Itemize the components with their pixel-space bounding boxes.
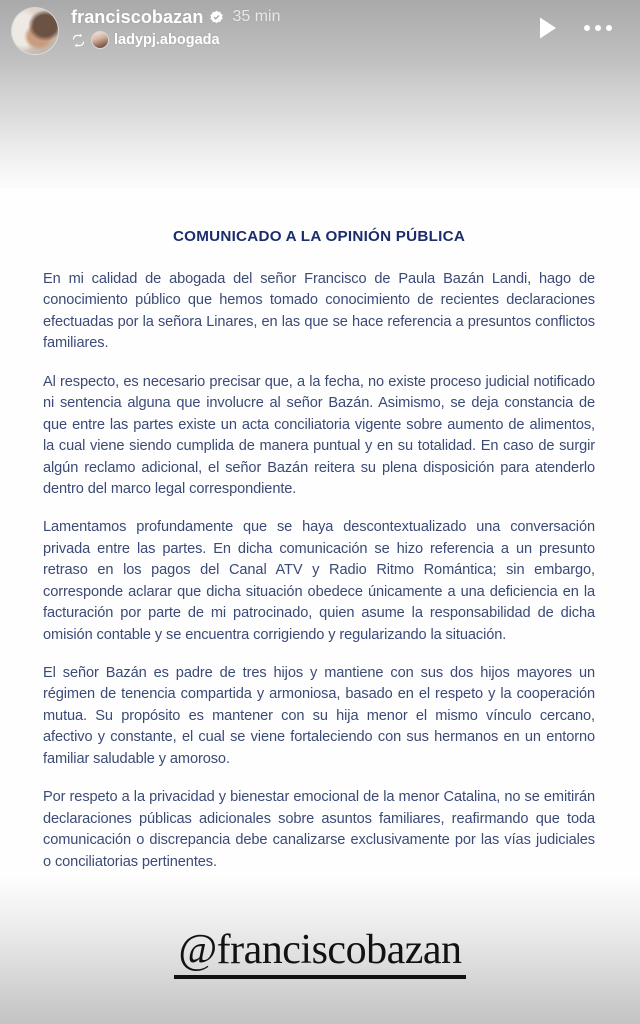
avatar-image <box>12 8 58 54</box>
document-paragraph: En mi calidad de abogada del señor Francisco de Paula Bazán Landi, hago de conocimiento público que hemos tomado conocimiento de recientes declaraciones efectuadas por la señora Linares, en las que se hace referencia a presuntos conflictos familiares. <box>43 271 595 352</box>
more-dot <box>606 25 612 31</box>
collaborator-username-label[interactable]: ladypj.abogada <box>114 31 220 48</box>
timestamp-label: 35 min <box>232 8 281 25</box>
story-header <box>0 0 640 62</box>
more-dot <box>584 25 590 31</box>
document-paragraph: El señor Bazán es padre de tres hijos y mantiene con sus dos hijos mayores un régimen de tenencia compartida y armoniosa, basado en el respeto y la cooperación mutua. Su propósito es mantener con su hija menor el mismo vínculo cercano, afectivo y constante, el cual se viene fortaleciendo con sus hermanos en un entorno familiar saludable y amoroso. <box>43 665 595 767</box>
story-header-secondary-line <box>71 32 280 48</box>
document-title: COMUNICADO A LA OPINIÓN PÚBLICA <box>172 228 466 245</box>
story-header-primary-line <box>71 8 280 26</box>
repost-icon <box>71 33 86 48</box>
document-paragraph: Lamentamos profundamente que se haya descontextualizado una conversación privada entre las partes. En dicha comunicación se hizo referencia a un presunto retraso en los pagos del Canal ATV y Radio Ritmo Romántica; sin embargo, corresponde aclarar que dicha situación obedece únicamente a una deficiencia en la facturación por parte de mi patrocinado, quien asume la responsabilidad de dicha omisión contable y se encuentra corrigiendo y regularizando la situación. <box>43 519 595 643</box>
story-header-text <box>71 6 280 48</box>
more-dot <box>595 25 601 31</box>
document-paragraph: Por respeto a la privacidad y bienestar emocional de la menor Catalina, no se emitirán declaraciones públicas adicionales sobre asuntos familiares, reafirmando que toda comunicación o discrepancia debe canalizarse exclusivamente por las vías judiciales o conciliatorias pertinentes. <box>43 789 595 870</box>
username-label[interactable]: franciscobazan <box>71 7 204 27</box>
avatar[interactable] <box>12 8 58 54</box>
story-header-actions <box>538 6 626 40</box>
collaborator-avatar[interactable] <box>92 32 108 48</box>
more-options-icon[interactable] <box>584 25 612 31</box>
statement-document <box>0 188 640 878</box>
play-icon[interactable] <box>538 16 558 40</box>
document-paragraph: Al respecto, es necesario precisar que, a la fecha, no existe proceso judicial notificado ni sentencia alguna que involucre al señor Bazán. Asimismo, se deja constancia de que entre las partes existe un acta conciliatoria vigente sobre aumento de alimentos, la cual viene siendo cumplida de manera puntual y en su totalidad. En caso de surgir algún reclamo adicional, el señor Bazán reitera su plena disposición para atenderlo dentro del marco legal correspondiente. <box>43 373 595 497</box>
footer-handle-container <box>0 928 640 979</box>
account-handle-label[interactable]: @franciscobazan <box>174 928 465 979</box>
verified-badge-icon <box>209 10 224 25</box>
